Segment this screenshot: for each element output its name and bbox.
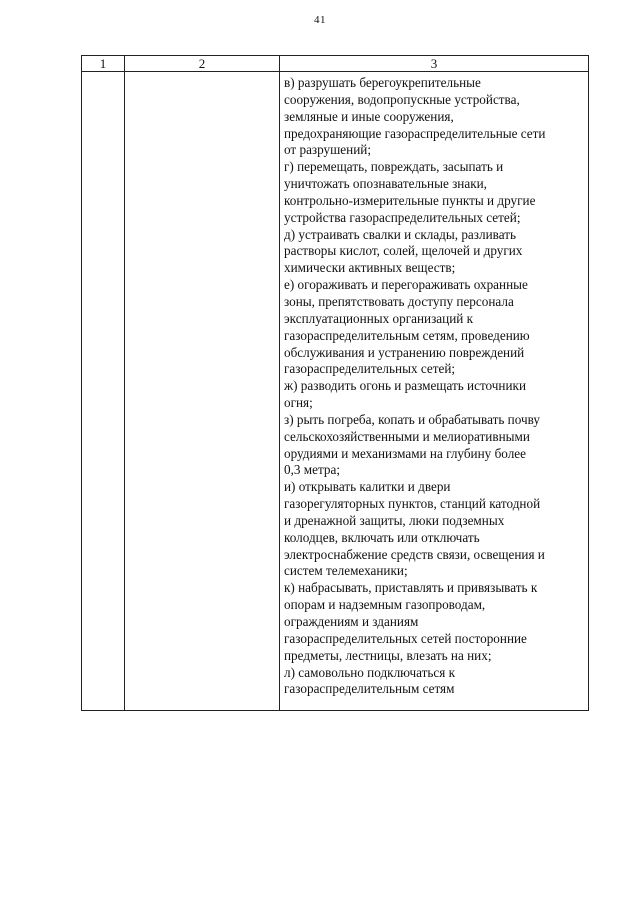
text-line: газораспределительных сетей посторонние [284, 630, 527, 646]
prohibitions-text [280, 72, 588, 698]
text-line: сооружения, водопропускные устройства, [284, 91, 520, 107]
text-line: газораспределительным сетям, проведению [284, 327, 530, 343]
text-line: электроснабжение средств связи, освещения и [284, 546, 545, 562]
text-line: уничтожать опознавательные знаки, [284, 176, 487, 192]
text-line: г) перемещать, повреждать, засыпать и [284, 159, 504, 175]
column-header-2: 2 [125, 56, 280, 72]
text-line: орудиями и механизмами на глубину более [284, 445, 526, 461]
text-line: систем телемеханики; [284, 563, 408, 579]
text-line: газораспределительным сетям [284, 681, 455, 697]
text-line: колодцев, включать или отключать [284, 529, 480, 545]
text-line: л) самовольно подключаться к [284, 664, 456, 680]
table-row [82, 72, 589, 711]
text-line: контрольно-измерительные пункты и другие [284, 192, 536, 208]
text-line: и) открывать калитки и двери [284, 479, 451, 495]
table-cell-column-3 [280, 72, 589, 711]
column-header-3: 3 [280, 56, 589, 72]
text-line: растворы кислот, солей, щелочей и других [284, 243, 523, 259]
text-line: от разрушений; [284, 142, 371, 158]
text-line: обслуживания и устранению повреждений [284, 344, 525, 360]
text-line: газорегуляторных пунктов, станций катодной [284, 496, 541, 512]
text-line: предметы, лестницы, влезать на них; [284, 647, 492, 663]
text-line: газораспределительных сетей; [284, 361, 456, 377]
text-line: к) набрасывать, приставлять и привязывать к [284, 580, 538, 596]
page-number: 41 [314, 14, 326, 26]
text-line: эксплуатационных организаций к [284, 310, 474, 326]
table-cell-column-1 [82, 72, 125, 711]
text-line: и дренажной защиты, люки подземных [284, 512, 505, 528]
text-line: ж) разводить огонь и размещать источники [284, 378, 527, 394]
text-line: устройства газораспределительных сетей; [284, 209, 521, 225]
text-line: д) устраивать свалки и склады, разливать [284, 226, 516, 242]
text-line: предохраняющие газораспределительные сети [284, 125, 546, 141]
text-line: земляные и иные сооружения, [284, 108, 454, 124]
document-table [81, 55, 589, 711]
text-line: в) разрушать берегоукрепительные [284, 75, 481, 90]
text-line: ограждениям и зданиям [284, 614, 419, 629]
text-line: 0,3 метра; [284, 462, 341, 478]
text-line: опорам и надземным газопроводам, [284, 597, 486, 613]
table-cell-column-2 [125, 72, 280, 711]
text-line: сельскохозяйственными и мелиоративными [284, 428, 530, 444]
table-header-row [82, 56, 589, 72]
column-header-1: 1 [82, 56, 125, 72]
text-line: огня; [284, 395, 313, 411]
text-line: зоны, препятствовать доступу персонала [284, 293, 514, 309]
text-line: химически активных веществ; [284, 260, 456, 276]
text-line: е) огораживать и перегораживать охранные [284, 277, 528, 293]
text-line: з) рыть погреба, копать и обрабатывать почву [284, 411, 540, 427]
